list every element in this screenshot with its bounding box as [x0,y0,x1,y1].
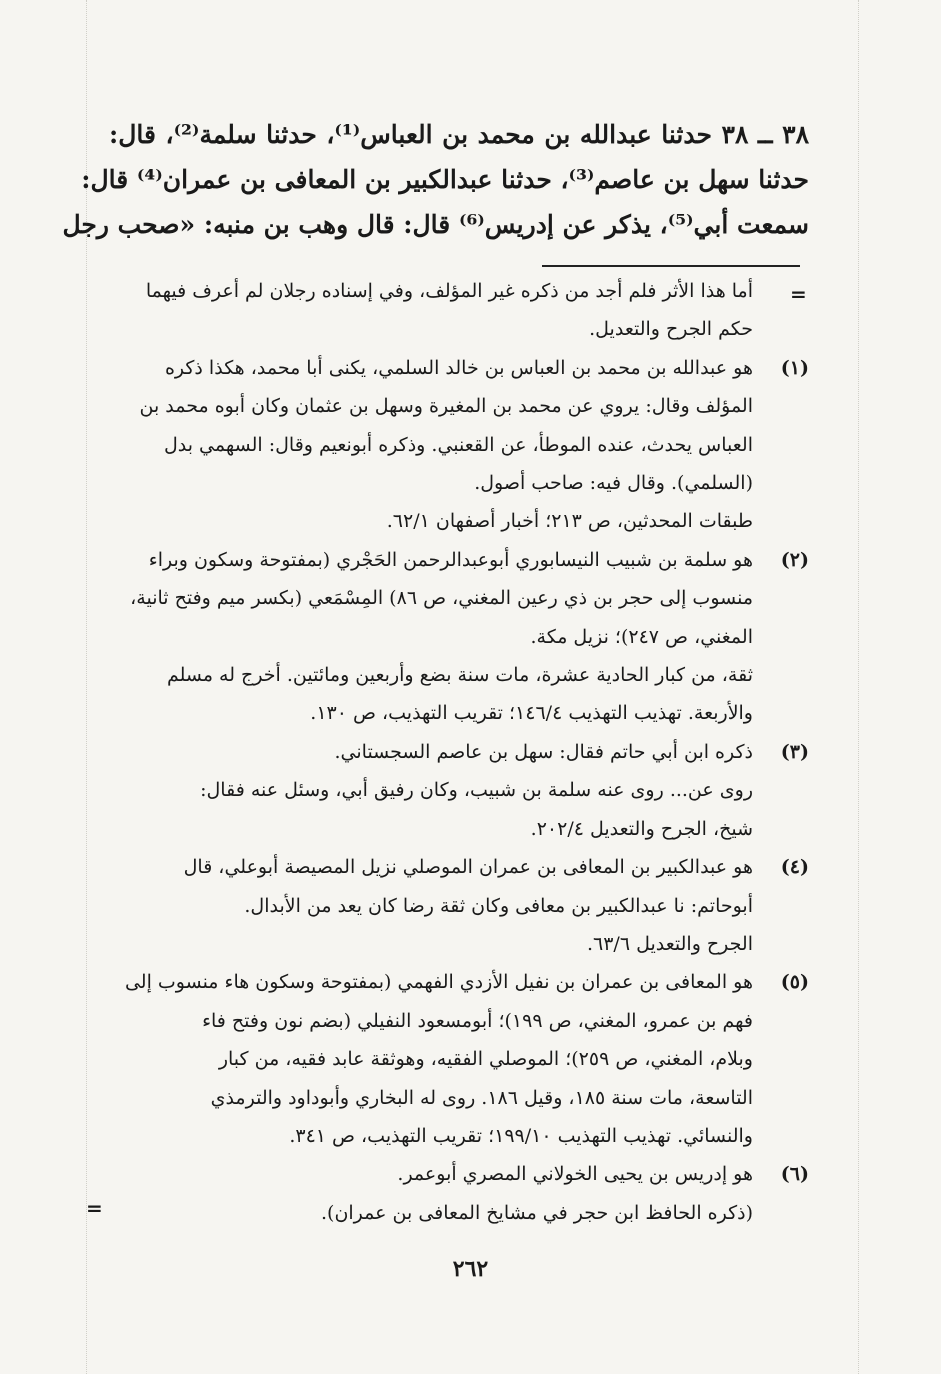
footnote-line: طبقات المحدثين، ص ٢١٣؛ أخبار أصفهان ٦٢/١. [386,510,753,533]
footnote-line: فهم بن عمرو، المغني، ص ١٩٩)؛ أبومسعود النفيلي (بضم نون وفتح فاء [202,1009,753,1032]
footnote-line: المؤلف وقال: يروي عن محمد بن المغيرة وسهل بن عثمان وكان أبوه محمد بن [139,395,753,418]
footnote-number: (٢) [780,548,809,571]
footnote-5 [109,963,809,1155]
footnote-line: أما هذا الأثر فلم أجد من ذكره غير المؤلف، وفي إسناده رجلان لم أعرف فيهما [145,280,753,302]
main-text [62,112,809,247]
footnote-line: الجرح والتعديل ٦٣/٦. [586,932,753,955]
footnote-6 [109,1155,809,1232]
footnote-number: (٦) [780,1163,809,1186]
page-number: ٢٦٢ [452,1256,489,1282]
footnote-3 [109,733,809,848]
footnote-line: حكم الجرح والتعديل. [589,318,753,341]
footnote-line: هو سلمة بن شبيب النيسابوري أبوعبدالرحمن الحَجْري (بمفتوحة وسكون وبراء [148,548,753,571]
footnote-number: (٣) [780,740,809,763]
footnote-line: (السلمي). وقال فيه: صاحب أصول. [474,472,753,495]
footnote-line: شيخ، الجرح والتعديل ٢٠٢/٤. [530,817,753,840]
scan-edge-right [858,0,859,1374]
footnote-line: والنسائي. تهذيب التهذيب ١٩٩/١٠؛ تقريب التهذيب، ص ٣٤١. [289,1124,753,1147]
footnote-line: المغني، ص ٢٤٧)؛ نزيل مكة. [530,625,753,648]
footnote-line: هو إدريس بن يحيى الخولاني المصري أبوعمر. [397,1163,753,1186]
main-text-line: ٣٨ ــ ٣٨ حدثنا عبدالله بن محمد بن العباس⁽¹⁾، حدثنا سلمة⁽²⁾، قال: [109,120,809,149]
footnote-number: (١) [780,356,809,379]
footnote-line: أبوحاتم: نا عبدالكبير بن معافى وكان ثقة رضا كان يعد من الأبدال. [244,894,753,917]
main-text-line: حدثنا سهل بن عاصم⁽³⁾، حدثنا عبدالكبير بن المعافى بن عمران⁽⁴⁾ قال: [81,165,809,194]
footnote-1 [109,349,809,541]
footnote-number: (٥) [780,971,809,994]
footnote-line: العباس يحدث، عنده الموطأ، عن القعنبي. وذكره أبونعيم وقال: السهمي بدل [163,433,753,456]
footnote-line: التاسعة، مات سنة ١٨٥، وقيل ١٨٦. روى له البخاري وأبوداود والترمذي [210,1086,753,1109]
footnote-line: وبلام، المغني، ص ٢٥٩)؛ الموصلي الفقيه، وهوثقة عابد فقيه، من كبار [218,1048,753,1071]
footnote-line: منسوب إلى حجر بن ذي رعين المغني، ص ٨٦) المِسْمَعي (بكسر ميم وفتح ثانية، [130,587,753,610]
footnote-line: (ذكره الحافظ ابن حجر في مشايخ المعافى بن عمران). [321,1201,753,1224]
footnote-2 [109,541,809,733]
footnote-line: هو المعافى بن عمران بن نفيل الأزدي الفهمي (بمفتوحة وسكون هاء منسوب إلى [124,971,753,994]
footnote-4 [109,848,809,963]
footnote-line: ثقة، من كبار الحادية عشرة، مات سنة بضع وأربعين ومائتين. أخرج له مسلم [166,664,753,687]
footnote-separator [542,265,800,267]
footnote-line: هو عبدالله بن محمد بن العباس بن خالد السلمي، يكنى أبا محمد، هكذا ذكره [164,356,753,379]
main-text-line: سمعت أبي⁽⁵⁾، يذكر عن إدريس⁽⁶⁾ قال: قال وهب بن منبه: «صحب رجل [62,210,809,239]
footnote-intro [109,272,809,349]
footnote-line: روى عن... روى عنه سلمة بن شبيب، وكان رفيق أبي، وسئل عنه فقال: [200,779,753,802]
footnotes [109,272,809,1232]
continuation-mark-bottom: = [86,1196,103,1220]
footnote-line: هو عبدالكبير بن المعافى بن عمران الموصلي نزيل المصيصة أبوعلي، قال [183,856,753,879]
footnote-line: والأربعة. تهذيب التهذيب ١٤٦/٤؛ تقريب التهذيب، ص ١٣٠. [310,702,753,725]
footnote-line: ذكره ابن أبي حاتم فقال: سهل بن عاصم السجستاني. [334,740,753,763]
footnote-number: (٤) [780,856,809,879]
continuation-mark-top: = [790,282,807,306]
